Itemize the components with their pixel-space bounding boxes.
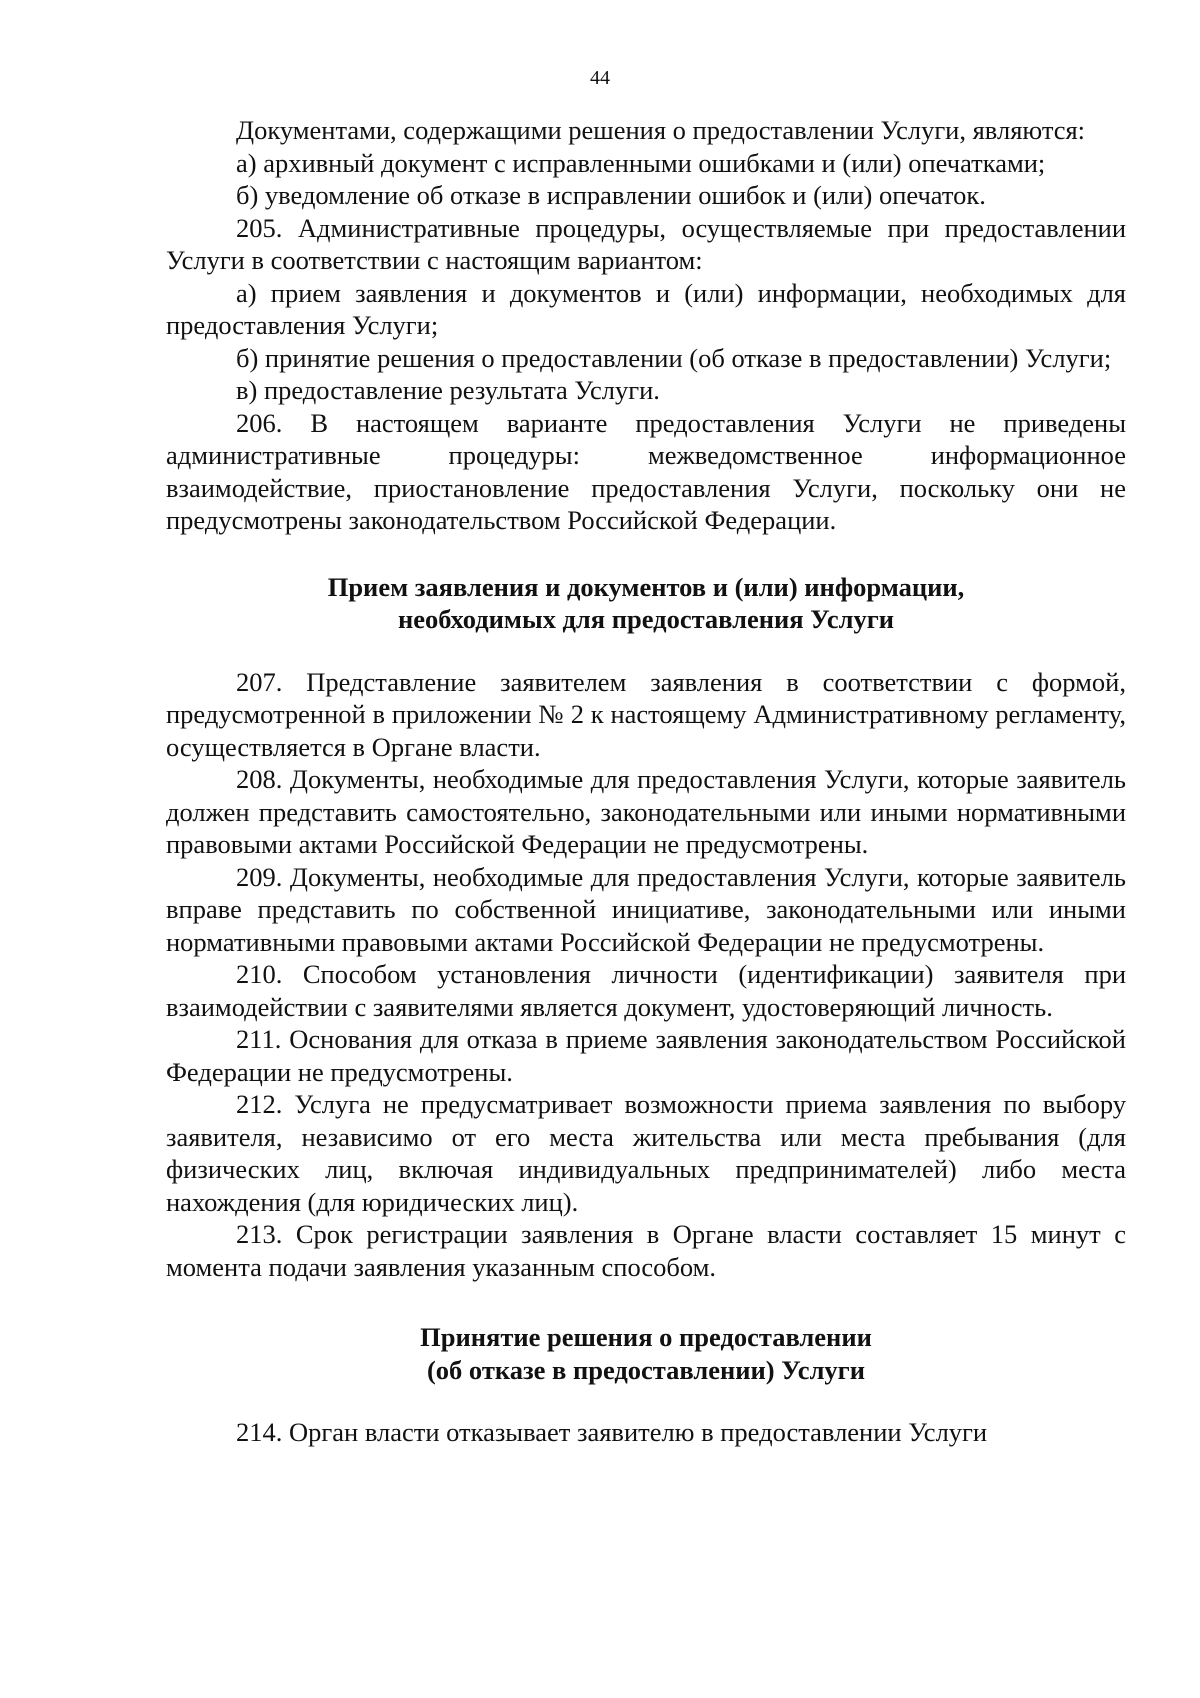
list-item-c: в) предоставление результата Услуги. [236,375,660,405]
paragraph-212: 212. Услуга не предусматривает возможности приема заявления по выбору заявителя, независимо от его места жительства или места пребывания (для физических лиц, включая индивидуальных предпринимателей) либо места нахождения (для юридических лиц). [166,1089,1126,1217]
paragraph-214: 214. Орган власти отказывает заявителю в предоставлении Услуги [236,1417,988,1447]
paragraph-208: 208. Документы, необходимые для предоставления Услуги, которые заявитель должен представить самостоятельно, законодательными или иными нормативными правовыми актами Российской Федерации не предусмотрены. [166,764,1126,859]
list-item-a: а) архивный документ с исправленными ошибками и (или) опечатками; [236,147,1046,178]
list-item-a: а) прием заявления и документов и (или) информации, необходимых для предоставления Услуги; [166,277,1126,340]
document-body [166,114,1126,1449]
paragraph-intro: Документами, содержащими решения о предоставлении Услуги, являются: [236,115,1086,145]
paragraph-209: 209. Документы, необходимые для предоставления Услуги, которые заявитель вправе представить по собственной инициативе, законодательными или иными нормативными правовыми актами Российской Федерации не предусмотрены. [166,861,1126,957]
heading-line: необходимых для предоставления Услуги [397,604,895,634]
paragraph-213: 213. Срок регистрации заявления в Органе власти составляет 15 минут с момента подачи заявления указанным способом. [166,1219,1126,1282]
heading-line: (об отказе в предоставлении) Услуги [426,1354,865,1385]
section-heading-decision [166,1321,1126,1386]
list-item-b: б) уведомление об отказе в исправлении ошибок и (или) опечаток. [236,180,986,210]
paragraph-210: 210. Способом установления личности (идентификации) заявителя при взаимодействии с заявителями является документ, удостоверяющий личность. [166,959,1126,1022]
paragraph-207: 207. Представление заявителем заявления в соответствии с формой, предусмотренной в приложении № 2 к настоящему Административному регламенту, осуществляется в Органе власти. [166,666,1126,762]
list-item-b: б) принятие решения о предоставлении (об отказе в предоставлении) Услуги; [236,342,1112,373]
heading-line: Прием заявления и документов и (или) информации, [327,571,965,602]
paragraph-205: 205. Административные процедуры, осуществляемые при предоставлении Услуги в соответствии с настоящим вариантом: [166,212,1126,275]
page-number: 44 [590,67,610,89]
heading-line: Принятие решения о предоставлении [420,1322,872,1352]
section-heading-reception [166,571,1126,636]
paragraph-211: 211. Основания для отказа в приеме заявления законодательством Российской Федерации не предусмотрены. [166,1024,1126,1087]
paragraph-206: 206. В настоящем варианте предоставления Услуги не приведены административные процедуры: межведомственное информационное взаимодействие, приостановление предоставления Услуги, поскольку они не предусмотрены законодательством Российской Федерации. [166,407,1126,535]
